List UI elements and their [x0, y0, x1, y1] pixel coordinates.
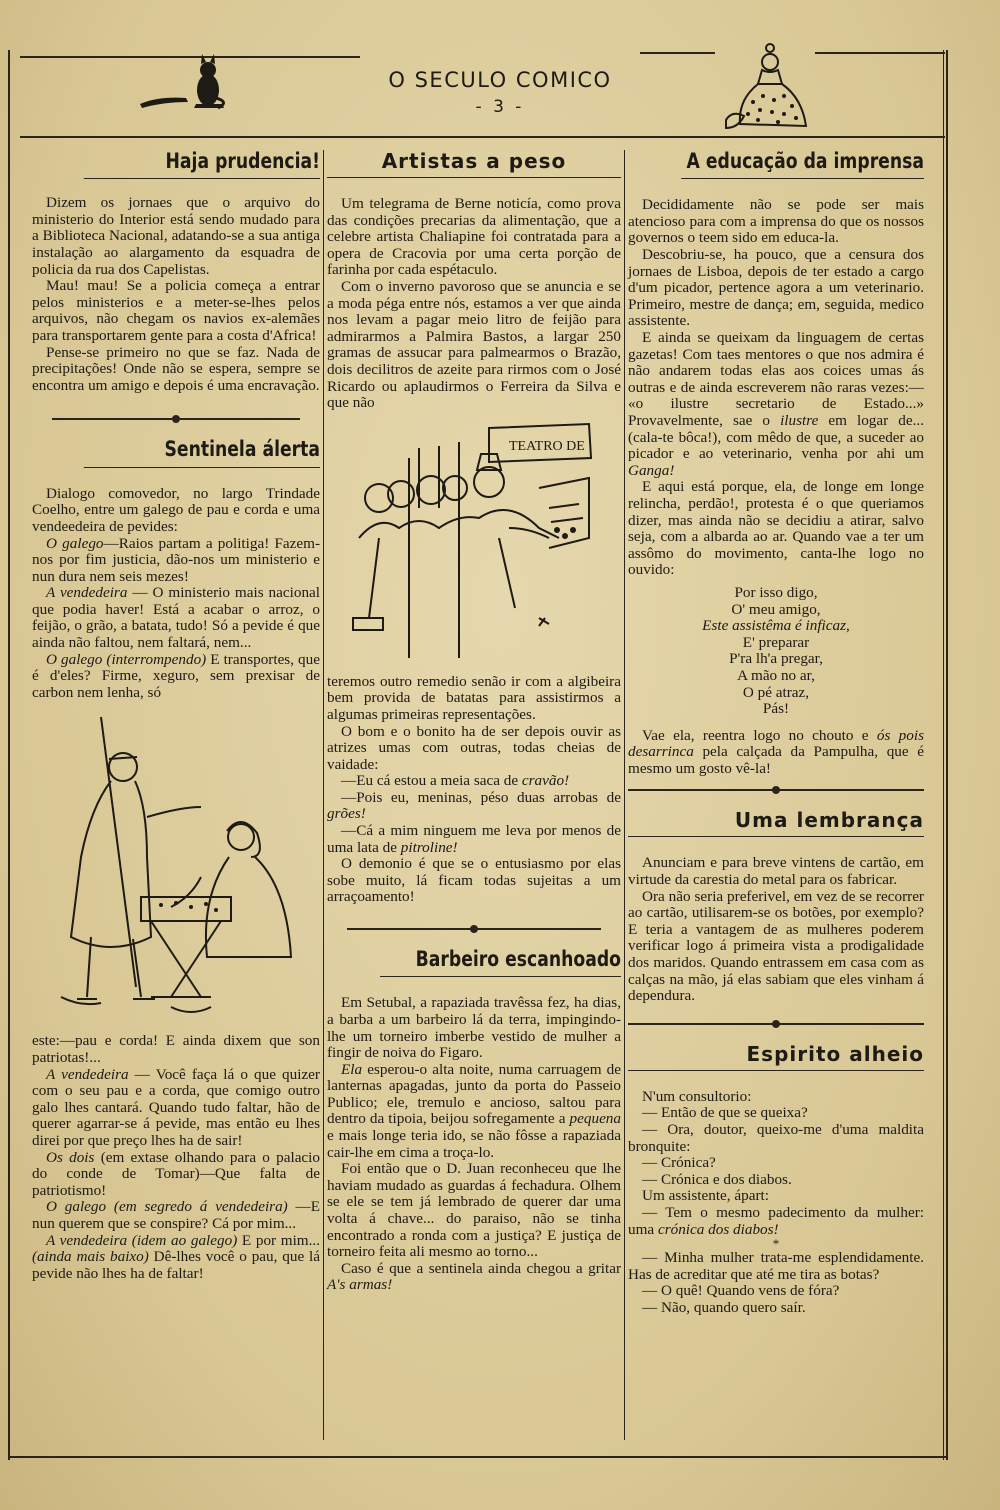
verse-line: Pás!	[762, 700, 790, 718]
speech: Dê-lhes você o pau, que lá pevide não lhes ha de faltar!	[32, 1248, 320, 1282]
page-number: - 3 -	[475, 97, 525, 117]
speaker: Os dois	[46, 1148, 95, 1166]
dialogue-line	[32, 1150, 320, 1200]
paragraph: O demonio é que se o entusiasmo por elas sobe muito, lá ficam todas sujeitas a um arraçoamento!	[327, 855, 621, 906]
paragraph: Com o inverno pavoroso que se anuncia e se a moda péga entre nós, estamos a ver que ainda nos levam a pagar meio litro de feijão para admirarmos a Palmira Bastos, a largar 250 gramas de assucar para palmearmos o Brazão, dois decilitros de azeite para rirmos com o José Ricardo ou aplaudirmos o Ferreira da Silva e que não	[327, 277, 621, 412]
paragraph: Dizem os jornaes que o arquivo do ministerio do Interior está sendo mudado para a Biblioteca Nacional, adatando-se a sua antiga instalação ao alargamento da esquadra de policia da rua dos Capelistas.	[32, 194, 320, 278]
masthead-rule-bottom	[20, 136, 945, 138]
galego-vendedeira-cartoon	[51, 707, 301, 1027]
speech: E por mim...	[237, 1231, 320, 1249]
paragraph: E aqui está porque, ela, de longe em longe relincha, perdão!, protesta é o que queriamos dizer, mas ainda não se decidiu a atirar, salvo seja, com a albarda ao ar. Quando vae a ter um assômo do movimento, canta-lhe logo no ouvido:	[628, 478, 924, 579]
section-divider	[32, 412, 320, 426]
paragraph: Descobriu-se, ha pouco, que a censura dos jornaes de Lisboa, depois de ter estado a cargo d'um picador, pertence agora a um veterinario. Primeiro, mestre de dança; em, seguida, medico assistente.	[628, 246, 924, 330]
text: Caso é que a sentinela ainda chegou a gritar	[341, 1259, 621, 1277]
quote-text: —Eu cá estou a meia saca de	[341, 772, 522, 790]
text: em logar de... (cala-te bôca!), com mêdo de que, a suceder ao picador e ao veterinario, venha por ahi um	[628, 412, 924, 463]
speech: —Raios partam a politiga! Fazem-nos por fim justicia, dão-nos um ministerio e nun dura nem seis mezes!	[32, 534, 321, 585]
theatre-sign-text: TEATRO DE	[509, 438, 585, 454]
star-separator: *	[772, 1236, 780, 1252]
dialogue-line: — Minha mulher trata-me esplendidamente. Has de acreditar que até me tira as botas?	[628, 1249, 924, 1283]
paragraph: Pense-se primeiro no que se faz. Nada de precipitações! Onde não se espera, sempre se encontra um amigo e depois é uma encravação.	[32, 343, 320, 394]
column-separator-1	[323, 150, 324, 1440]
masthead-rule-right	[815, 52, 945, 54]
theatre-crowd-cartoon	[339, 418, 609, 668]
paragraph: teremos outro remedio senão ir com a algibeira bem provida de batatas para assistirmos a algumas primeiras representações.	[327, 672, 621, 723]
italic-text: crónica dos diabos!	[657, 1220, 779, 1238]
headline: Haja prudencia!	[84, 148, 320, 179]
italic-text: ilustre	[780, 412, 819, 430]
dialogue-line: — Crónica e dos diabos.	[642, 1170, 792, 1188]
speaker: O galego (interrompendo)	[46, 650, 207, 668]
quote-text: —Pois eu, meninas, péso duas arrobas de	[341, 788, 621, 806]
quote-italic: pitroline!	[400, 838, 458, 856]
paragraph	[327, 1062, 621, 1162]
headline: Barbeiro escanhoado	[380, 946, 621, 977]
masthead-rule-mid	[640, 52, 715, 54]
paragraph	[327, 1261, 621, 1294]
dialogue-line	[32, 652, 320, 702]
headline: Uma lembrança	[628, 807, 924, 837]
article-espirito-alheio	[628, 1041, 924, 1071]
text: — Tem o mesmo padecimento da mulher: uma	[628, 1203, 924, 1238]
verse-line: A mão no ar,	[737, 666, 815, 684]
text: e mais longe teria ido, se não fôsse a rapaziada cair-lhe em cima a troça-lo.	[327, 1127, 621, 1161]
headline: A educação da imprensa	[681, 148, 924, 179]
dialogue-line	[628, 1205, 924, 1238]
speaker: A vendedeira (idem ao galego)	[46, 1231, 238, 1249]
speaker: O galego (em segredo á vendedeira)	[46, 1198, 288, 1216]
section-divider	[327, 922, 621, 936]
speaker: A vendedeira	[46, 584, 128, 602]
paragraph: Dialogo comovedor, no largo Trindade Coelho, entre um galego de pau e corda e uma vendeedeira de pevides:	[32, 484, 320, 535]
section-divider	[628, 1017, 924, 1031]
paragraph: Foi então que o D. Juan reconheceu que lhe haviam mudado as guardas á fechadura. Olhem se ele se tem já lembrado de querer dar uma volta á chave... do paraiso, não se tinha encontrado a ronda com a justiça? E justiça de torneiro feita ali mesmo ao torno...	[327, 1160, 621, 1261]
quote-italic: cravão!	[521, 772, 570, 790]
dialogue-line: — O quê! Quando vens de fóra?	[642, 1282, 840, 1300]
headline: Sentinela álerta	[84, 436, 320, 467]
speech: — Você faça lá o que quizer com o seu pau e a corda, que comigo outro galo lhes cantará. Quando tudo faltar, hão de querer agarrar-se á pevide, mas então eu lhes direi por que preço lhes ha de sair!	[32, 1065, 320, 1149]
dialogue-line	[32, 1199, 320, 1232]
quote-line	[327, 790, 621, 823]
article-barbeiro-escanhoado	[327, 946, 621, 977]
italic-text: A's armas!	[327, 1276, 393, 1294]
speech: —E nun querem que se conspire? Cá por mim...	[32, 1198, 321, 1232]
italic-text: Ganga!	[628, 461, 675, 479]
dialogue-line: — Crónica?	[642, 1154, 716, 1172]
column-3	[628, 148, 924, 1317]
article-uma-lembranca	[628, 807, 924, 837]
speaker: O galego	[46, 534, 104, 552]
headline: Espirito alheio	[628, 1041, 924, 1071]
paragraph: Em Setubal, a rapaziada travêssa fez, ha dias, a barba a um barbeiro lá da terra, impingindo-lhe um torneiro imberbe vestido de mulher a fingir de noiva do Figaro.	[327, 994, 621, 1062]
text: esperou-o alta noite, numa carruagem de lanternas apagadas, junto da porta do Passeio Publico; ele, tremulo e ancioso, saltou para dentro da tipoia, beijou sofregamente a	[327, 1060, 621, 1128]
italic-text: pequena	[569, 1110, 621, 1128]
verse-line: Este assistêma é inficaz,	[702, 617, 850, 635]
text: pela calçada da Pampulha, que é mesmo um gosto vê-la!	[628, 743, 924, 777]
page-border-right	[946, 50, 948, 1460]
article-sentinela-alerta	[32, 436, 320, 467]
verse-line: O' meu amigo,	[731, 600, 821, 618]
dialogue-line	[32, 1067, 320, 1150]
dialogue-line: — Ora, doutor, queixo-me d'uma maldita bronquite:	[628, 1121, 924, 1155]
italic-text: ós pois desarrinca	[628, 726, 924, 761]
paragraph: Mau! mau! Se a policia começa a entrar pelos ministerios e a meter-se-lhes pelos arquivos, não chegam os navios ex-alemães para transportarem gente para a costa d'Africa!	[32, 277, 320, 345]
column-1	[32, 148, 320, 1282]
page-border-left	[8, 50, 10, 1460]
paragraph: Um telegrama de Berne noticía, como prova das condições precarias da alimentação, que a celebre artista Chaliapine foi contratada para a opera de Cracovia por uma certa porção de farinha por cada espétaculo.	[327, 195, 621, 279]
dialogue-line: N'um consultorio:	[642, 1087, 752, 1105]
dialogue-line: — Então de que se queixa?	[642, 1104, 808, 1122]
page-border-right-inner	[943, 50, 944, 1460]
dialogue-line: — Não, quando quero saír.	[642, 1298, 806, 1316]
speaker: A vendedeira	[46, 1065, 129, 1083]
verse-line: E' preparar	[742, 633, 810, 651]
stage-direction: (ainda mais baixo)	[32, 1248, 149, 1266]
article-educacao-imprensa	[628, 148, 924, 179]
column-separator-2	[624, 150, 625, 1440]
dialogue-line	[32, 536, 320, 586]
quote-line	[327, 773, 621, 790]
dialogue-line: este:—pau e corda! E ainda dixem que son patriotas!...	[32, 1032, 320, 1067]
masthead-title: O SECULO COMICO	[388, 68, 612, 92]
paragraph: Anunciam e para breve vintens de cartão, em virtude da carestia do metal para os fabricar.	[628, 854, 924, 889]
verse-line: Por isso digo,	[734, 583, 818, 601]
article-artistas-a-peso	[327, 148, 621, 178]
verse-block	[628, 585, 924, 718]
verse-line: P'ra lh'a pregar,	[729, 650, 823, 668]
quote-text: —Cá a mim ninguem me leva por menos de uma lata de	[327, 822, 621, 856]
paragraph	[628, 330, 924, 479]
speech: (em extase olhando para o palacio do conde de Tomar)—Que falta de patriotismo!	[32, 1148, 320, 1199]
text: Vae ela, reentra logo no chouto e	[642, 726, 877, 744]
dialogue-line	[32, 585, 320, 651]
text: E ainda se queixam da linguagem de certas gazetas! Com taes mentores o que nos admira é não andarem todas elas aos coices umas ás outras e de ainda escreverem não raras vezes:— «o ilustre secretario de Estado...» Provavelmente, sae o	[628, 329, 924, 430]
speech: — O ministerio mais nacional que podia haver! Está a acabar o arroz, o feijão, o grão, a batata, tudo! Só a pevide é que ainda não faltou, nem faltará, nem...	[32, 584, 320, 652]
article-haja-prudencia	[32, 148, 320, 179]
paragraph: Ora não seria preferivel, em vez de se recorrer ao cartão, utilisarem-se os botões, por exemplo? E teria a vantagem de as mulheres poderem verificar logo á primeira vista a prodigalidade dos maridos. Quando entrassem em casa com as calças na mão, já elas sabiam que eles vinham á dependura.	[628, 887, 924, 1005]
column-2	[327, 148, 621, 1294]
quote-line	[327, 823, 621, 856]
paragraph: O bom e o bonito ha de ser depois ouvir as atrizes umas com outras, todas cheias de vaidade:	[327, 722, 621, 773]
footer-rule	[8, 1456, 946, 1458]
quote-italic: grões!	[327, 805, 366, 823]
doll-ornament-icon	[718, 40, 818, 132]
dialogue-line	[32, 1233, 320, 1283]
italic-text: Ela	[341, 1060, 363, 1078]
section-divider	[628, 783, 924, 797]
speech: E transportes, que é d'eles? Firme, xeguro, sem prexisar de carbon nem lenha, só	[32, 650, 320, 701]
dialogue-line: Um assistente, ápart:	[642, 1187, 769, 1205]
paragraph: Decididamente não se pode ser mais atencioso para com a imprensa do que os nossos governos o teem sido em educa-la.	[628, 196, 924, 247]
headline: Artistas a peso	[327, 148, 621, 178]
verse-line: O pé atraz,	[742, 683, 810, 701]
paragraph	[628, 728, 924, 778]
